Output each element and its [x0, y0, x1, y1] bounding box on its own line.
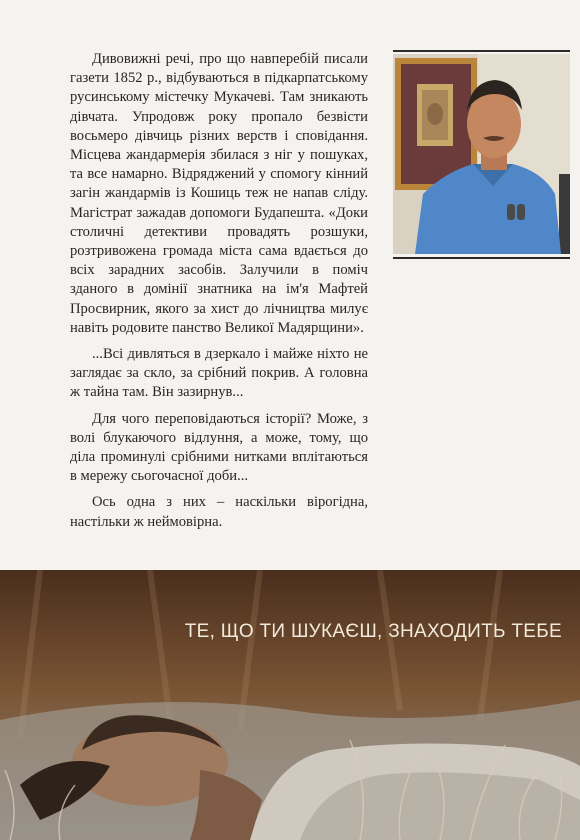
banner-tagline: ТЕ, ЩО ТИ ШУКАЄШ, ЗНАХОДИТЬ ТЕБЕ: [184, 621, 562, 642]
annotation-text: [70, 50, 368, 532]
cover-banner-image: [0, 570, 580, 840]
author-photo: [393, 54, 570, 254]
photo-bottom-rule: [393, 257, 570, 259]
photo-top-rule: [393, 50, 570, 52]
paragraph-1: Дивовижні речі, про що навперебій писали газети 1852 р., відбуваються в підкарпатському русинському містечку Мукачеві. Там зникають дівчата. Упродовж року пропало безвісти восьмеро дівчиць різних верств і сповідання. Місцева жандармерія збилася з ніг у пошуках, та все намарно. Відряджений у спомогу кінний загін жандармів із Кошиць теж не напав сліду. Магістрат зажадав допомоги Будапешта. «Доки столичні детективи провадять розшуки, розтривожена громада міста сама вдається до всіх зарадних засобів. Залучили в поміч зданого в домінії знатника на ім'я Мафтей Просвирник, якого за хист до лічництва милує навіть родовите панство Великої Мадярщини».: [70, 51, 368, 336]
paragraph-3: Для чого переповідаються історії? Може, з волі блукаючого відлуння, а може, тому, що діла проминулі срібними нитками вплітаються в мережу сьогочасної доби...: [70, 410, 368, 485]
paragraph-2: ...Всі дивляться в дзеркало і майже ніхто не заглядає за скло, за срібний покрив. А головна ж тайна там. Він зазирнув...: [70, 346, 368, 401]
paragraph-4: Ось одна з них – наскільки вірогідна, настільки ж неймовірна.: [70, 494, 368, 530]
